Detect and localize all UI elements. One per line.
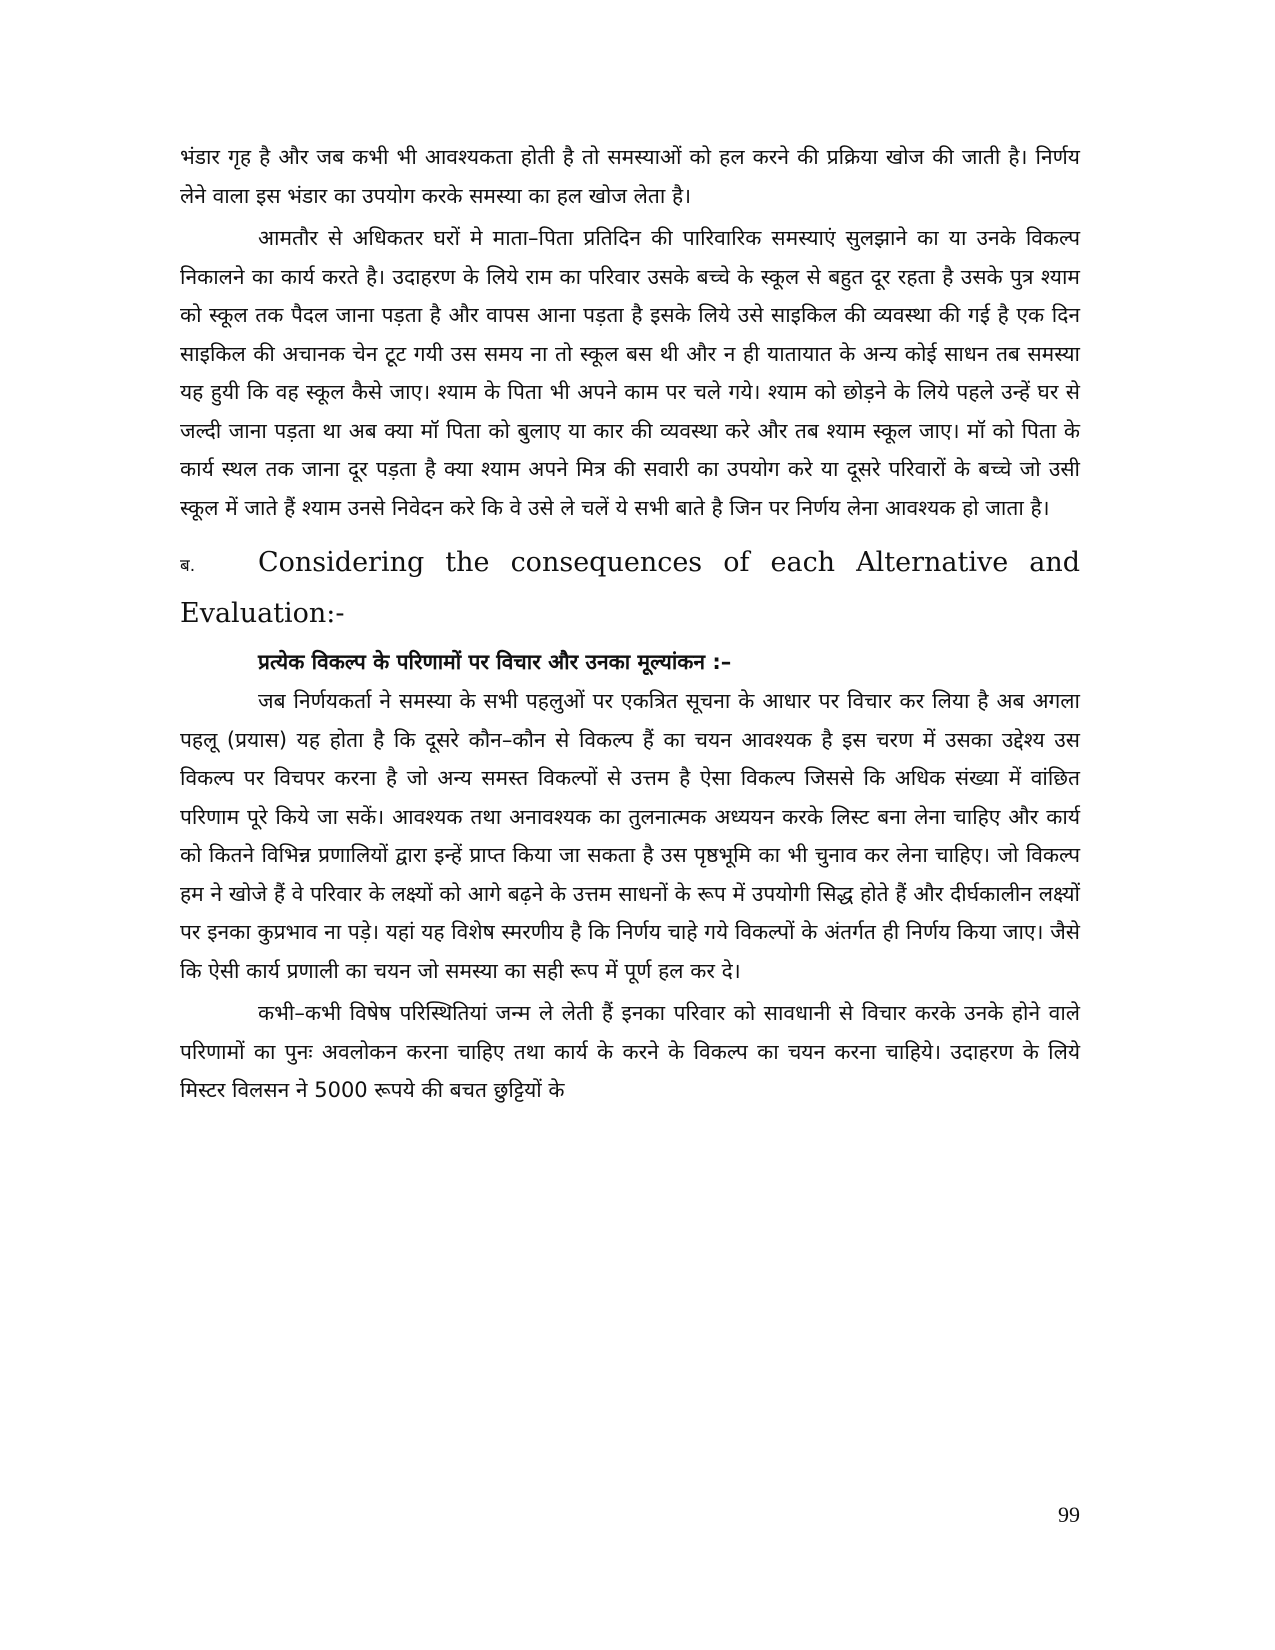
paragraph-special-circumstances: कभी–कभी विषेष परिस्थितियां जन्म ले लेती हैं इनका परिवार को सावधानी से विचार करके उनके होने वाले परिणामों का पुनः अवलोकन करना चाहिए तथा कार्य के करने के विकल्प का चयन करना चाहिये। उदाहरण के लिये मिस्टर विलसन ने 5000 रूपये की बचत छुट्टियों के xyxy=(180,1001,1080,1102)
section-heading xyxy=(180,539,1080,590)
paragraph-alternatives: जब निर्णयकर्ता ने समस्या के सभी पहलुओं पर एकत्रित सूचना के आधार पर विचार कर लिया है अब अगला पहलू (प्रयास) यह होता है कि दूसरे कौन–कौन से विकल्प हैं का चयन आवश्यक है इस चरण में उसका उद्देश्य उस विकल्प पर विचपर करना है जो अन्य समस्त विकल्पों से उत्तम है ऐसा विकल्प जिससे कि अधिक संख्या में वांछित परिणाम पूरे किये जा सकें। आवश्यक तथा अनावश्यक का तुलनात्मक अध्ययन करके लिस्ट बना लेना चाहिए और कार्य को कितने विभिन्न प्रणालियों द्वारा इन्हें प्राप्त किया जा सकता है उस पृष्ठभूमि का भी चुनाव कर लेना चाहिए। जो विकल्प हम ने खोजे हैं वे परिवार के लक्ष्यों को आगे बढ़ने के उत्तम साधनों के रूप में उपयोगी सिद्ध होते हैं और दीर्घकालीन लक्ष्यों पर इनका कुप्रभाव ना पड़े। यहां यह विशेष स्मरणीय है कि निर्णय चाहे गये विकल्पों के अंतर्गत ही निर्णय किया जाए। जैसे कि ऐसी कार्य प्रणाली का चयन जो समस्या का सही रूप में पूर्ण हल कर दे। xyxy=(180,689,1080,983)
section-title-line2: Evaluation:- xyxy=(180,598,345,629)
section-marker: ब. xyxy=(180,556,196,576)
page-number: 99 xyxy=(1058,1502,1080,1527)
section-subtitle-hindi: प्रत्येक विकल्प के परिणामों पर विचार और उनका मूल्यांकन :– xyxy=(258,650,732,674)
page-body xyxy=(180,138,1080,1110)
paragraph-intro: भंडार गृह है और जब कभी भी आवश्यकता होती है तो समस्याओं को हल करने की प्रक्रिया खोज की जाती है। निर्णय लेने वाला इस भंडार का उपयोग करके समस्या का हल खोज लेता है। xyxy=(180,145,1080,208)
section-title-line1: Considering the consequences of each Alternative and xyxy=(258,547,1080,578)
paragraph-example: आमतौर से अधिकतर घरों मे माता–पिता प्रतिदिन की पारिवारिक समस्याएं सुलझाने का या उनके विकल्प निकालने का कार्य करते है। उदाहरण के लिये राम का परिवार उसके बच्चे के स्कूल से बहुत दूर रहता है उसके पुत्र श्याम को स्कूल तक पैदल जाना पड़ता है और वापस आना पड़ता है इसके लिये उसे साइकिल की व्यवस्था की गई है एक दिन साइकिल की अचानक चेन टूट गयी उस समय ना तो स्कूल बस थी और न ही यातायात के अन्य कोई साधन तब समस्या यह हुयी कि वह स्कूल कैसे जाए। श्याम के पिता भी अपने काम पर चले गये। श्याम को छोड़ने के लिये पहले उन्हें घर से जल्दी जाना पड़ता था अब क्या मॉ पिता को बुलाए या कार की व्यवस्था करे और तब श्याम स्कूल जाए। मॉ को पिता के कार्य स्थल तक जाना दूर पड़ता है क्या श्याम अपने मित्र की सवारी का उपयोग करे या दूसरे परिवारों के बच्चे जो उसी स्कूल में जाते हैं श्याम उनसे निवेदन करे कि वे उसे ले चलें ये सभी बाते है जिन पर निर्णय लेना आवश्यक हो जाता है। xyxy=(180,226,1080,520)
